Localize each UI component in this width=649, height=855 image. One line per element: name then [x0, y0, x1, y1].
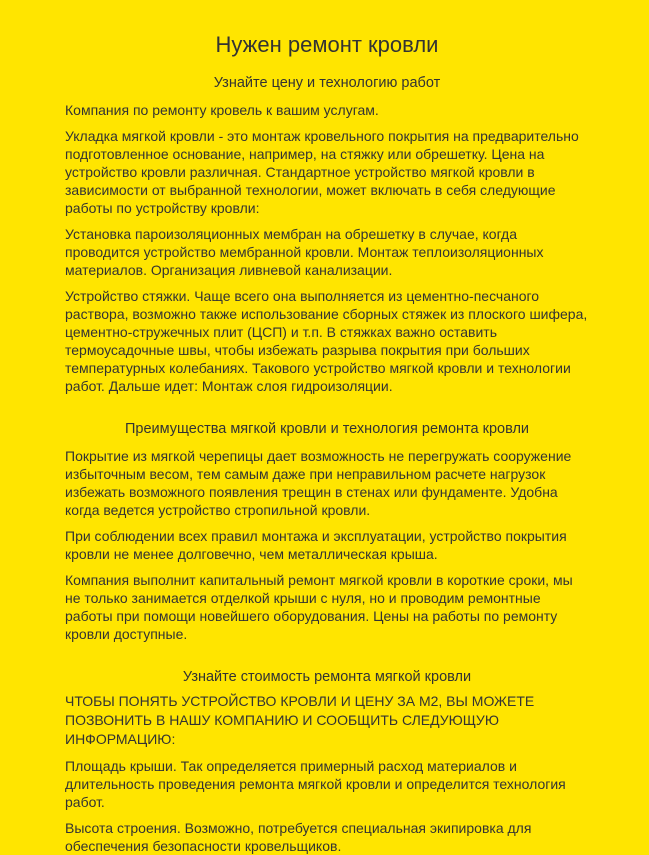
advantages-heading: Преимущества мягкой кровли и технология ремонта кровли [124, 421, 530, 437]
intro-paragraph-membranes: Установка пароизоляционных мембран на обрешетку в случае, когда проводится устройство мембранной кровли. Монтаж теплоизоляционных материалов. Организация ливневой канализации. [65, 226, 544, 278]
page-title: Нужен ремонт кровли [215, 32, 439, 57]
intro-paragraph-installation: Укладка мягкой кровли - это монтаж кровельного покрытия на предварительно подготовленное основание, например, на стяжку или обрешетку. Цена на устройство кровли различная. Стандартное устройство мягкой кровли в зависимости от выбранной технологии, может включать в себя следующие работы по устройству кровли: [65, 128, 579, 216]
cost-paragraph-building-height: Высота строения. Возможно, потребуется специальная экипировка для обеспечения безопасности кровельщиков. [65, 820, 532, 854]
advantages-paragraph-durability: При соблюдении всех правил монтажа и эксплуатации, устройство покрытия кровли не менее долговечно, чем металлическая крыша. [65, 528, 567, 562]
advantages-paragraph-weight: Покрытие из мягкой черепицы дает возможность не перегружать сооружение избыточным весом, тем самым даже при неправильном расчете нагрузок избежать возможного появления трещин в стенах или фундаменте. Удобна когда ведется устройство стропильной кровли. [65, 448, 572, 518]
advantages-paragraph-repair-speed: Компания выполнит капитальный ремонт мягкой кровли в короткие сроки, мы не только занимается отделкой крыши с нуля, но и проводим ремонтные работы при помощи новейшего оборудования. Цены на работы по ремонту кровли доступные. [65, 572, 573, 642]
cost-paragraph-roof-area: Площадь крыши. Так определяется примерный расход материалов и длительность проведения ремонта мягкой кровли и определится технология работ. [65, 758, 566, 810]
cost-heading: Узнайте стоимость ремонта мягкой кровли [182, 669, 472, 685]
intro-paragraph-company: Компания по ремонту кровель к вашим услугам. [65, 102, 379, 118]
intro-paragraph-screed: Устройство стяжки. Чаще всего она выполняется из цементно-песчаного раствора, возможно также использование сборных стяжек из плоского шифера, цементно-стружечных плит (ЦСП) и т.п. В стяжках важно оставить термоусадочные швы, чтобы избежать разрыва покрытия при больших температурных колебаниях. Такового устройство мягкой кровли и технологии работ. Дальше идет: Монтаж слоя гидроизоляции. [65, 288, 588, 394]
subtitle-price-and-technology: Узнайте цену и технологию работ [213, 75, 441, 91]
cost-callout-phone-info: ЧТОБЫ ПОНЯТЬ УСТРОЙСТВО КРОВЛИ И ЦЕНУ ЗА М2, ВЫ МОЖЕТЕ ПОЗВОНИТЬ В НАШУ КОМПАНИЮ И СООБЩИТЬ СЛЕДУЮЩУЮ ИНФОРМАЦИЮ: [65, 693, 535, 747]
